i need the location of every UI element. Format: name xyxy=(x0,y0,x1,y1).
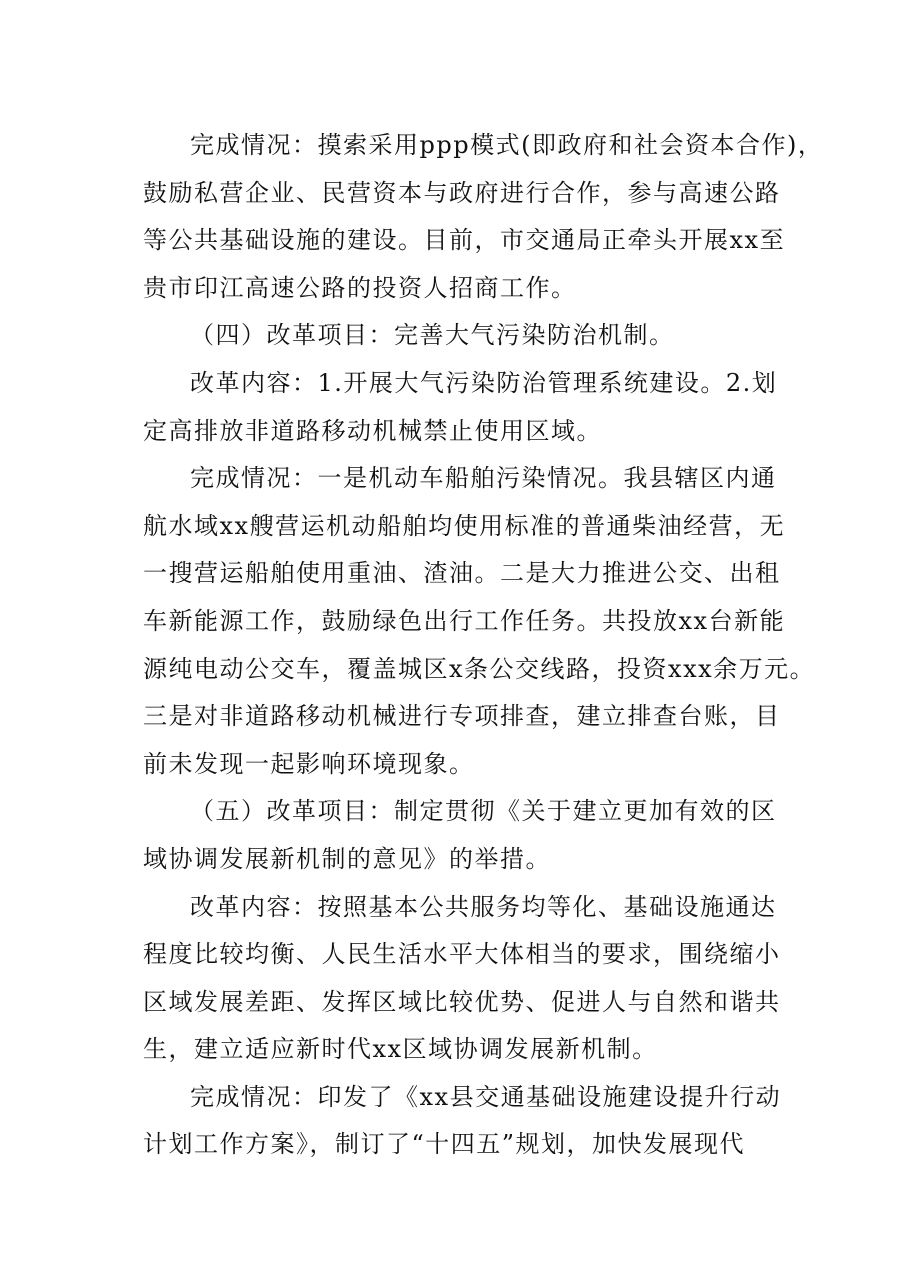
text-line: 定高排放非道路移动机械禁止使用区域。 xyxy=(143,416,602,445)
text-line: 前未发现一起影响环境现象。 xyxy=(143,749,475,778)
text-line: 生，建立适应新时代xx区域协调发展新机制。 xyxy=(143,1035,658,1064)
text-line: 等公共基础设施的建设。目前，市交通局正牵头开展xx至 xyxy=(143,226,786,255)
text-line: 一搜营运船舶使用重油、渣油。二是大力推进公交、出租 xyxy=(143,559,781,588)
document-body xyxy=(143,122,824,1169)
text-line: 域协调发展新机制的意见》的举措。 xyxy=(143,844,551,873)
text-line: 改革内容：按照基本公共服务均等化、基础设施通达 xyxy=(190,892,777,921)
text-line: 三是对非道路移动机械进行专项排查，建立排查台账，目 xyxy=(143,702,781,731)
text-line: 完成情况：摸索采用ppp模式(即政府和社会资本合作)， xyxy=(190,131,824,159)
text-line: 车新能源工作，鼓励绿色出行工作任务。共投放xx台新能 xyxy=(143,606,786,635)
text-line: 贵市印江高速公路的投资人招商工作。 xyxy=(143,273,577,302)
text-line: 源纯电动公交车，覆盖城区x条公交线路，投资xxx余万元。 xyxy=(143,654,816,683)
text-line: 区域发展差距、发挥区域比较优势、促进人与自然和谐共 xyxy=(143,987,781,1016)
text-line: 程度比较均衡、人民生活水平大体相当的要求，围绕缩小 xyxy=(143,940,781,969)
text-line: 改革内容：1.开展大气污染防治管理系统建设。2.划 xyxy=(190,368,778,397)
text-line: 完成情况：一是机动车船舶污染情况。我县辖区内通 xyxy=(190,464,777,493)
text-line: 完成情况：印发了《xx县交通基础设施建设提升行动 xyxy=(190,1082,782,1111)
section-heading: （五）改革项目：制定贯彻《关于建立更加有效的区 xyxy=(190,797,777,826)
text-line: 计划工作方案》，制订了“十四五”规划，加快发展现代 xyxy=(143,1130,746,1159)
section-heading: （四）改革项目：完善大气污染防治机制。 xyxy=(190,321,675,350)
text-line: 鼓励私营企业、民营资本与政府进行合作，参与高速公路 xyxy=(143,178,781,207)
text-line: 航水域xx艘营运机动船舶均使用标准的普通柴油经营，无 xyxy=(143,511,786,540)
